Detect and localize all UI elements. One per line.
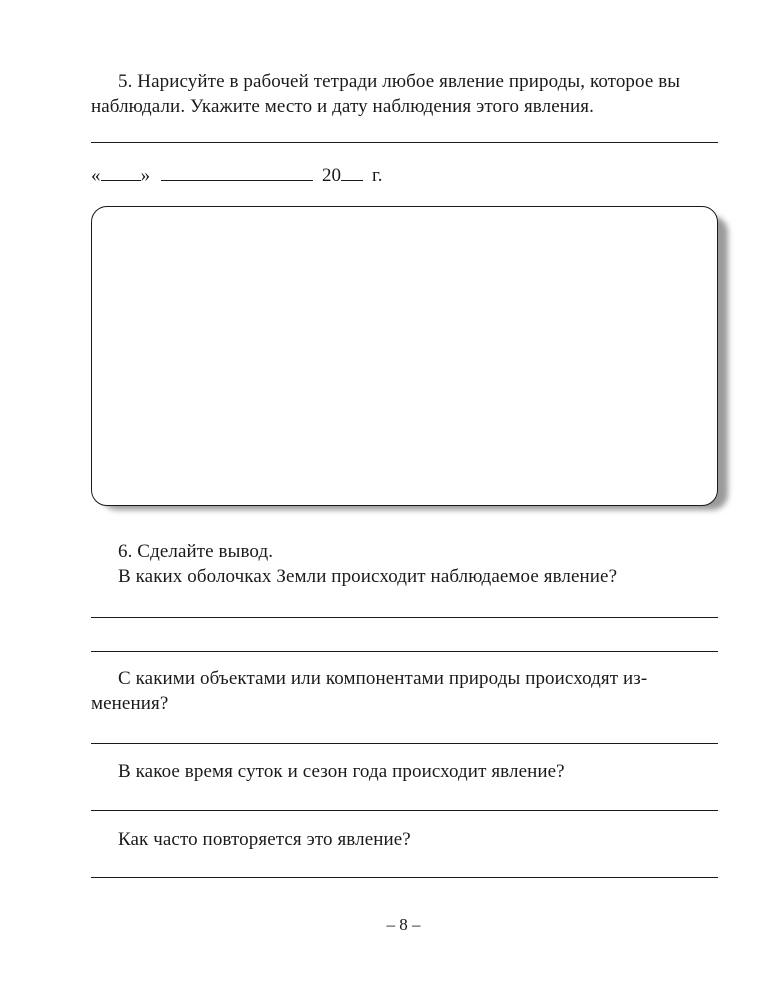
answer-line-q3[interactable] <box>91 810 718 811</box>
date-line <box>91 163 383 188</box>
task5-text-line1: 5. Нарисуйте в рабочей тетради любое явление природы, которое вы <box>118 71 681 92</box>
page-number: – 8 – <box>386 915 421 934</box>
answer-line-q4[interactable] <box>91 877 718 878</box>
task6-title: 6. Сделайте вывод. <box>118 541 274 562</box>
answer-line-q2[interactable] <box>91 743 718 744</box>
day-blank[interactable] <box>101 163 141 181</box>
answer-line-place[interactable] <box>91 142 718 143</box>
date-open-quote: « <box>91 165 101 186</box>
task5-text-line2: наблюдали. Укажите место и дату наблюдения этого явления. <box>91 96 594 117</box>
question-4: Как часто повторяется это явление? <box>118 829 411 850</box>
year-blank[interactable] <box>341 163 363 181</box>
question-2-line1: С какими объектами или компонентами природы происходят из- <box>118 668 648 689</box>
drawing-box[interactable] <box>91 206 718 506</box>
question-3: В какое время суток и сезон года происходит явление? <box>118 761 565 782</box>
question-1: В каких оболочках Земли происходит наблюдаемое явление? <box>118 566 618 587</box>
answer-line-q1-a[interactable] <box>91 617 718 618</box>
question-2-line2: менения? <box>91 693 169 714</box>
date-close-quote: » <box>140 165 151 186</box>
answer-line-q1-b[interactable] <box>91 651 718 652</box>
year-suffix: г. <box>372 165 383 186</box>
year-prefix: 20 <box>321 165 342 186</box>
month-blank[interactable] <box>161 163 313 181</box>
